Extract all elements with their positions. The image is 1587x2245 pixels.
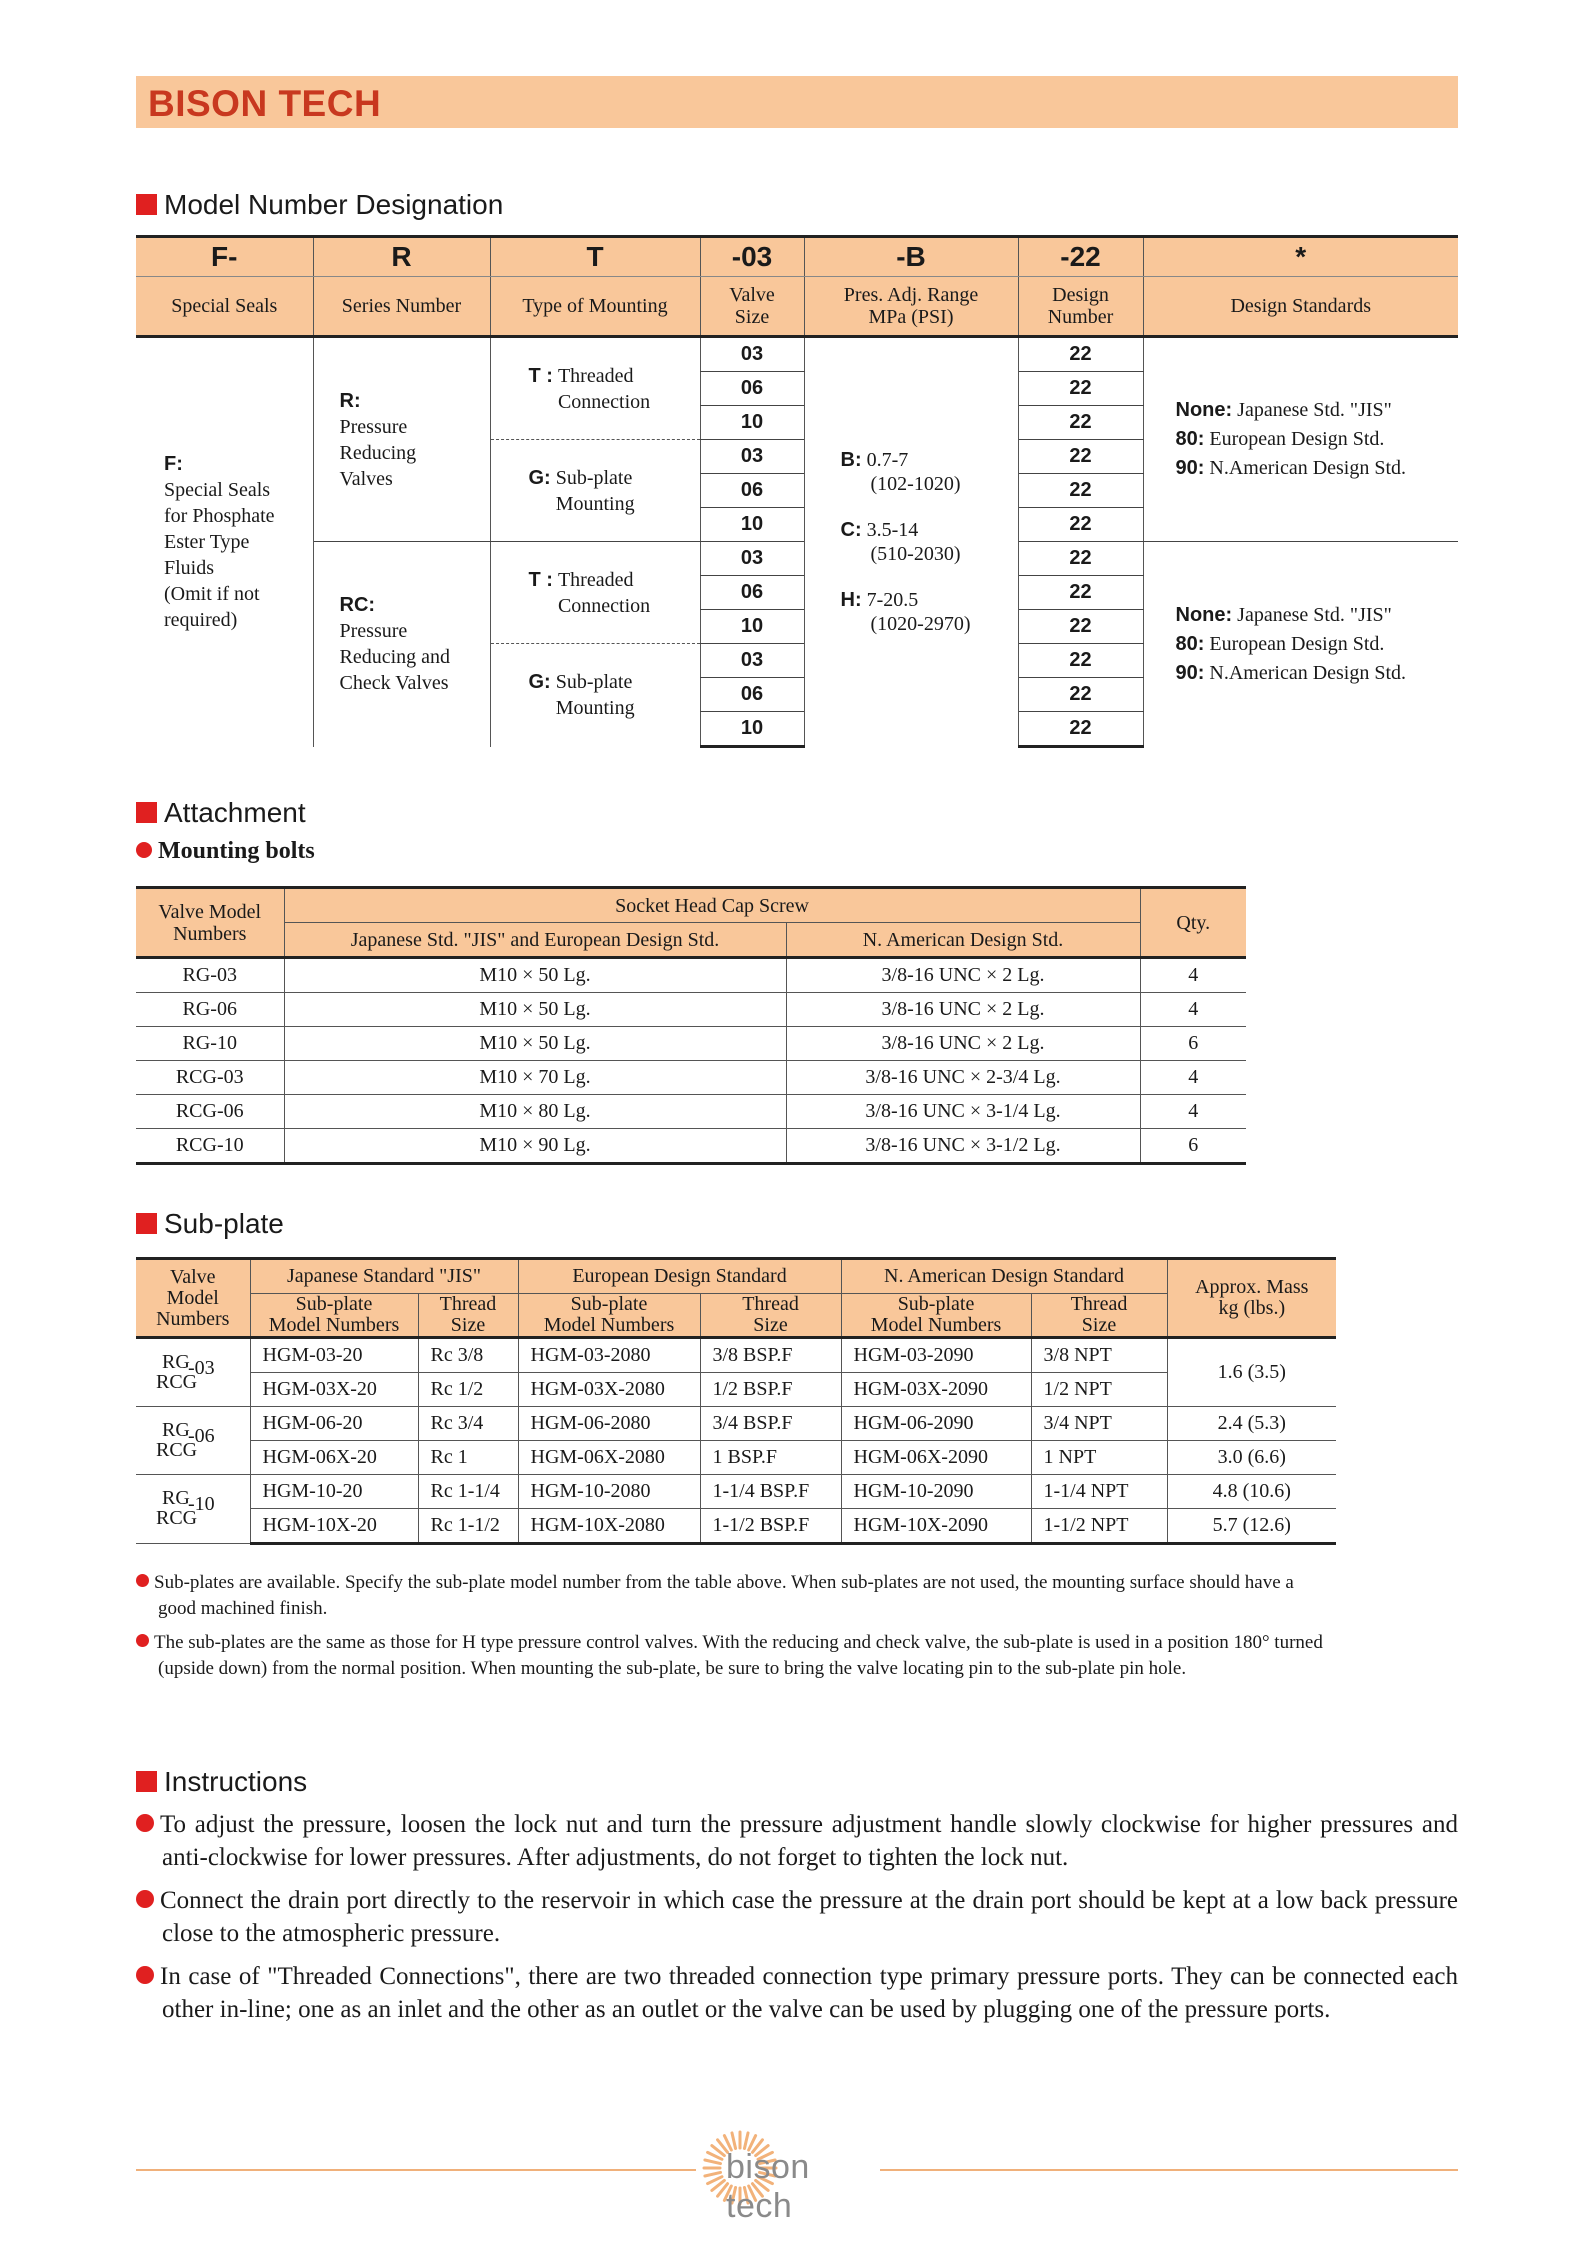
valve-model-cell: RG RCG -03 — [136, 1338, 250, 1407]
design-number-cell: 22 — [1018, 712, 1143, 747]
bullet-dot-icon — [136, 1814, 154, 1832]
square-bullet-icon — [136, 802, 157, 823]
design-number-cell: 22 — [1018, 406, 1143, 440]
code-cell: R — [313, 237, 490, 277]
instruction-item: To adjust the pressure, loosen the lock nut and turn the pressure adjustment handle slowly clockwise for higher pressures and anti-clockwise for lower pressures. After adjustments, do not forget to tighten the lock nut. — [136, 1808, 1458, 1874]
head-valve-model: Valve Model Numbers — [136, 888, 284, 958]
footer-logo-text: bison tech — [726, 2148, 810, 2225]
mass-cell: 1.6 (3.5) — [1167, 1338, 1336, 1407]
label-cell: Series Number — [313, 277, 490, 337]
model-number-table — [136, 235, 1458, 748]
special-seals-cell: F: Special Seals for Phosphate Ester Type Fluids (Omit if not required) — [136, 337, 313, 747]
label-cell: Valve Size — [700, 277, 804, 337]
table-row: HGM-06X-20 Rc 1 HGM-06X-2080 1 BSP.F HGM-06X-2090 1 NPT 3.0 (6.6) — [136, 1441, 1336, 1475]
size-cell: 10 — [700, 508, 804, 542]
code-cell: -B — [804, 237, 1018, 277]
head-thread: Thread Size — [1031, 1294, 1167, 1338]
section-sub-plate — [136, 1208, 284, 1240]
head-n-american: N. American Design Std. — [786, 923, 1140, 958]
design-standards-cell: None: Japanese Std. "JIS" 80: European Design Std. 90: N.American Design Std. — [1143, 337, 1458, 542]
design-number-cell: 22 — [1018, 337, 1143, 372]
head-jis-european: Japanese Std. "JIS" and European Design Std. — [284, 923, 786, 958]
sunburst-ray — [744, 2133, 748, 2149]
mounting-threaded-cell: T : Threaded Connection — [490, 337, 700, 440]
subsection-title: Mounting bolts — [158, 838, 315, 864]
head-sub-plate: Sub-plate Model Numbers — [518, 1294, 700, 1338]
label-cell: Pres. Adj. Range MPa (PSI) — [804, 277, 1018, 337]
size-cell: 10 — [700, 712, 804, 747]
footer-logo — [700, 2128, 880, 2225]
code-cell: * — [1143, 237, 1458, 277]
bullet-dot-icon — [136, 1574, 149, 1587]
instruction-item: Connect the drain port directly to the reservoir in which case the pressure at the drain port should be kept at a low back pressure close to the atmospheric pressure. — [136, 1884, 1458, 1950]
size-cell: 10 — [700, 610, 804, 644]
design-number-cell: 22 — [1018, 610, 1143, 644]
design-number-cell: 22 — [1018, 474, 1143, 508]
design-standards-cell: None: Japanese Std. "JIS" 80: European Design Std. 90: N.American Design Std. — [1143, 542, 1458, 747]
bullet-dot-icon — [136, 1966, 154, 1984]
head-valve-model: Valve Model Numbers — [136, 1259, 250, 1338]
note-item: The sub-plates are the same as those for H type pressure control valves. With the reducing and check valve, the sub-plate is used in a position 180° turned (upside down) from the normal position. When mounting the sub-plate, be sure to bring the valve locating pin to the sub-plate pin hole. — [136, 1630, 1336, 1682]
sunburst-ray — [732, 2133, 736, 2149]
size-cell: 03 — [700, 542, 804, 576]
series-r-cell: R: Pressure Reducing Valves — [313, 337, 490, 542]
subsection-mounting-bolts — [136, 838, 315, 865]
size-cell: 03 — [700, 440, 804, 474]
design-number-cell: 22 — [1018, 542, 1143, 576]
label-cell: Special Seals — [136, 277, 313, 337]
size-cell: 06 — [700, 474, 804, 508]
mounting-threaded-cell: T : Threaded Connection — [490, 542, 700, 644]
sub-plate-notes — [136, 1570, 1336, 1682]
valve-model-cell: RG RCG -06 — [136, 1407, 250, 1475]
head-sub-plate: Sub-plate Model Numbers — [841, 1294, 1031, 1338]
head-thread: Thread Size — [700, 1294, 841, 1338]
mounting-subplate-cell: G: Sub-plate Mounting — [490, 644, 700, 747]
sub-plate-table — [136, 1257, 1336, 1545]
section-instructions — [136, 1766, 307, 1798]
table-row: RCG-10 M10 × 90 Lg. 3/8-16 UNC × 3-1/2 Lg. 6 — [136, 1129, 1246, 1164]
size-cell: 10 — [700, 406, 804, 440]
size-cell: 06 — [700, 576, 804, 610]
code-cell: -03 — [700, 237, 804, 277]
table-row: RG-06 M10 × 50 Lg. 3/8-16 UNC × 2 Lg. 4 — [136, 993, 1246, 1027]
table-row: RCG-03 M10 × 70 Lg. 3/8-16 UNC × 2-3/4 Lg. 4 — [136, 1061, 1246, 1095]
code-cell: T — [490, 237, 700, 277]
table-row: RG RCG -06 HGM-06-20 Rc 3/4 HGM-06-2080 3/4 BSP.F HGM-06-2090 3/4 NPT 2.4 (5.3) — [136, 1407, 1336, 1441]
mounting-bolts-table — [136, 886, 1246, 1165]
head-jis: Japanese Standard "JIS" — [250, 1259, 518, 1294]
mass-cell: 5.7 (12.6) — [1167, 1509, 1336, 1544]
brand-bar — [136, 76, 1458, 128]
instruction-item: In case of "Threaded Connections", there are two threaded connection type primary pressure ports. They can be connected each other in-line; one as an inlet and the other as an outlet or the valve can be used by plugging one of the pressure ports. — [136, 1960, 1458, 2026]
design-number-cell: 22 — [1018, 576, 1143, 610]
valve-model-cell: RG RCG -10 — [136, 1475, 250, 1544]
design-number-cell: 22 — [1018, 440, 1143, 474]
instructions-list — [136, 1808, 1458, 2036]
mounting-subplate-cell: G: Sub-plate Mounting — [490, 440, 700, 542]
brand-name: BISON TECH — [148, 83, 382, 124]
head-sub-plate: Sub-plate Model Numbers — [250, 1294, 418, 1338]
table-row: RG RCG -03 HGM-03-20 Rc 3/8 HGM-03-2080 3/8 BSP.F HGM-03-2090 3/8 NPT 1.6 (3.5) — [136, 1338, 1336, 1373]
size-cell: 06 — [700, 372, 804, 406]
pressure-range-cell: B: 0.7-7 (102-1020) C: 3.5-14 (510-2030) H: 7-20.5 (1020-2970) — [804, 337, 1018, 747]
size-cell: 03 — [700, 337, 804, 372]
design-number-cell: 22 — [1018, 372, 1143, 406]
head-thread: Thread Size — [418, 1294, 518, 1338]
mass-cell: 4.8 (10.6) — [1167, 1475, 1336, 1509]
section-title: Instructions — [164, 1766, 308, 1797]
table-row: RG RCG -10 HGM-10-20 Rc 1-1/4 HGM-10-2080 1-1/4 BSP.F HGM-10-2090 1-1/4 NPT 4.8 (10.6) — [136, 1475, 1336, 1509]
head-mass: Approx. Mass kg (lbs.) — [1167, 1259, 1336, 1338]
bullet-dot-icon — [136, 1890, 154, 1908]
bullet-dot-icon — [136, 1634, 149, 1647]
square-bullet-icon — [136, 1771, 157, 1792]
label-cell: Type of Mounting — [490, 277, 700, 337]
sunburst-ray — [705, 2172, 721, 2176]
design-number-cell: 22 — [1018, 678, 1143, 712]
size-cell: 03 — [700, 644, 804, 678]
head-n-american: N. American Design Standard — [841, 1259, 1167, 1294]
design-number-cell: 22 — [1018, 508, 1143, 542]
section-attachment — [136, 797, 306, 829]
series-rc-cell: RC: Pressure Reducing and Check Valves — [313, 542, 490, 747]
design-number-cell: 22 — [1018, 644, 1143, 678]
size-cell: 06 — [700, 678, 804, 712]
mass-cell: 3.0 (6.6) — [1167, 1441, 1336, 1475]
table-row: HGM-10X-20 Rc 1-1/2 HGM-10X-2080 1-1/2 BSP.F HGM-10X-2090 1-1/2 NPT 5.7 (12.6) — [136, 1509, 1336, 1544]
bullet-dot-icon — [136, 842, 152, 858]
section-title: Sub-plate — [164, 1208, 284, 1239]
code-cell: F- — [136, 237, 313, 277]
label-cell: Design Number — [1018, 277, 1143, 337]
table-row: RG-10 M10 × 50 Lg. 3/8-16 UNC × 2 Lg. 6 — [136, 1027, 1246, 1061]
mass-cell: 2.4 (5.3) — [1167, 1407, 1336, 1441]
table-row: RG-03 M10 × 50 Lg. 3/8-16 UNC × 2 Lg. 4 — [136, 958, 1246, 993]
code-cell: -22 — [1018, 237, 1143, 277]
head-socket-group: Socket Head Cap Screw — [284, 888, 1140, 923]
head-qty: Qty. — [1140, 888, 1246, 958]
note-item: Sub-plates are available. Specify the sub-plate model number from the table above. When sub-plates are not used, the mounting surface should have a good machined finish. — [136, 1570, 1336, 1622]
square-bullet-icon — [136, 194, 157, 215]
square-bullet-icon — [136, 1213, 157, 1234]
table-row: HGM-03X-20 Rc 1/2 HGM-03X-2080 1/2 BSP.F HGM-03X-2090 1/2 NPT — [136, 1373, 1336, 1407]
head-european: European Design Standard — [518, 1259, 841, 1294]
label-cell: Design Standards — [1143, 277, 1458, 337]
sunburst-ray — [705, 2160, 721, 2164]
section-title: Model Number Designation — [164, 189, 504, 220]
section-model-designation — [136, 189, 503, 221]
table-row: RCG-06 M10 × 80 Lg. 3/8-16 UNC × 3-1/4 Lg. 4 — [136, 1095, 1246, 1129]
footer-rule-left — [136, 2169, 696, 2171]
section-title: Attachment — [164, 797, 306, 828]
footer-rule-right — [880, 2169, 1458, 2171]
